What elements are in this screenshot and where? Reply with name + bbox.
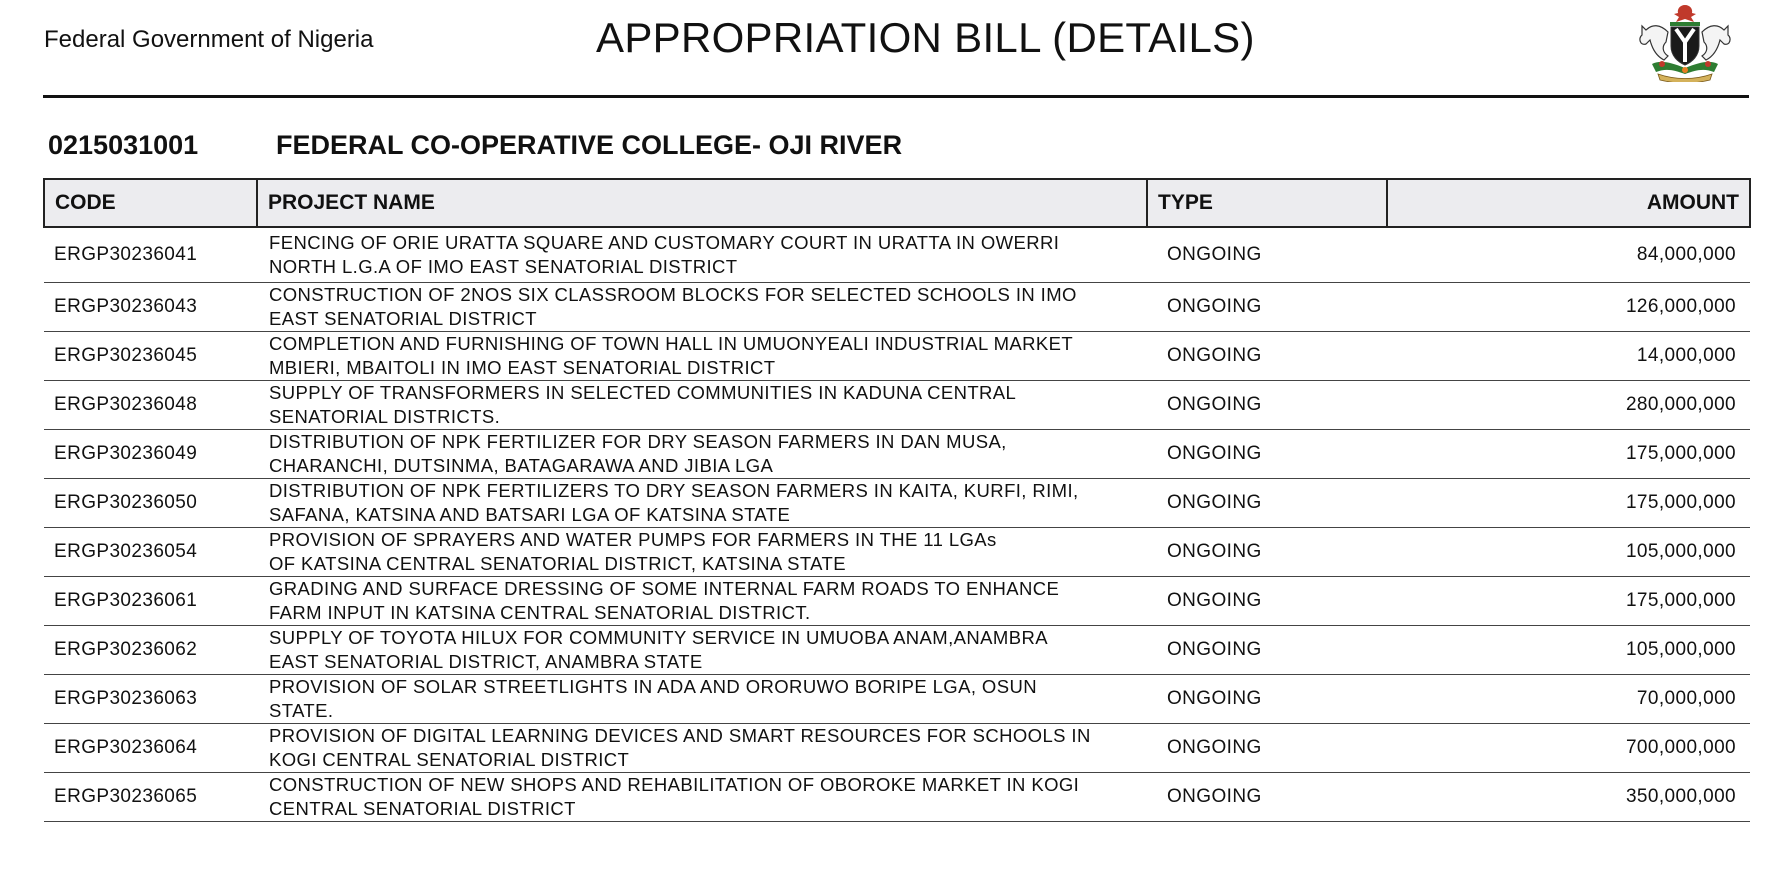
project-name bbox=[257, 527, 1147, 576]
table-row bbox=[44, 429, 1750, 478]
table-row bbox=[44, 625, 1750, 674]
agency-name: FEDERAL CO-OPERATIVE COLLEGE- OJI RIVER bbox=[276, 130, 903, 160]
project-amount: 105,000,000 bbox=[1387, 527, 1750, 576]
table-row bbox=[44, 331, 1750, 380]
project-name-line-1: GRADING AND SURFACE DRESSING OF SOME INTERNAL FARM ROADS TO ENHANCE bbox=[269, 577, 1060, 599]
project-name-line-1: PROVISION OF SOLAR STREETLIGHTS IN ADA AND ORORUWO BORIPE LGA, OSUN bbox=[269, 675, 1037, 697]
project-type: ONGOING bbox=[1147, 772, 1387, 821]
project-name-line-1: PROVISION OF SPRAYERS AND WATER PUMPS FOR FARMERS IN THE 11 LGAs bbox=[269, 528, 997, 550]
project-type: ONGOING bbox=[1147, 478, 1387, 527]
project-name bbox=[257, 227, 1147, 282]
page-title: APPROPRIATION BILL (DETAILS) bbox=[596, 14, 1255, 61]
project-type: ONGOING bbox=[1147, 576, 1387, 625]
project-amount: 175,000,000 bbox=[1387, 576, 1750, 625]
coat-of-arms-icon bbox=[1630, 2, 1740, 82]
project-amount: 126,000,000 bbox=[1387, 282, 1750, 331]
column-header-amount: AMOUNT bbox=[1387, 179, 1750, 227]
project-name-line-2: EAST SENATORIAL DISTRICT, ANAMBRA STATE bbox=[269, 650, 703, 672]
project-code: ERGP30236062 bbox=[44, 625, 257, 674]
project-type: ONGOING bbox=[1147, 227, 1387, 282]
project-name-line-1: DISTRIBUTION OF NPK FERTILIZER FOR DRY SEASON FARMERS IN DAN MUSA, bbox=[269, 430, 1007, 452]
project-code: ERGP30236061 bbox=[44, 576, 257, 625]
project-name-line-1: SUPPLY OF TOYOTA HILUX FOR COMMUNITY SERVICE IN UMUOBA ANAM,ANAMBRA bbox=[269, 626, 1048, 648]
project-code: ERGP30236045 bbox=[44, 331, 257, 380]
project-name-line-2: SAFANA, KATSINA AND BATSARI LGA OF KATSINA STATE bbox=[269, 503, 791, 525]
project-name-line-2: SENATORIAL DISTRICTS. bbox=[269, 405, 501, 427]
project-name bbox=[257, 576, 1147, 625]
project-type: ONGOING bbox=[1147, 527, 1387, 576]
project-code: ERGP30236050 bbox=[44, 478, 257, 527]
project-code: ERGP30236041 bbox=[44, 227, 257, 282]
header-divider bbox=[43, 95, 1749, 98]
government-name: Federal Government of Nigeria bbox=[44, 26, 374, 53]
project-name-line-1: DISTRIBUTION OF NPK FERTILIZERS TO DRY SEASON FARMERS IN KAITA, KURFI, RIMI, bbox=[269, 479, 1079, 501]
column-header-type: TYPE bbox=[1147, 179, 1387, 227]
project-name-line-2: CENTRAL SENATORIAL DISTRICT bbox=[269, 797, 576, 819]
project-type: ONGOING bbox=[1147, 625, 1387, 674]
project-name bbox=[257, 282, 1147, 331]
project-code: ERGP30236049 bbox=[44, 429, 257, 478]
project-amount: 14,000,000 bbox=[1387, 331, 1750, 380]
table-row bbox=[44, 723, 1750, 772]
table-row bbox=[44, 282, 1750, 331]
project-amount: 70,000,000 bbox=[1387, 674, 1750, 723]
project-name bbox=[257, 380, 1147, 429]
table-row bbox=[44, 380, 1750, 429]
table-row bbox=[44, 478, 1750, 527]
project-name bbox=[257, 772, 1147, 821]
project-amount: 700,000,000 bbox=[1387, 723, 1750, 772]
project-name bbox=[257, 723, 1147, 772]
project-code: ERGP30236063 bbox=[44, 674, 257, 723]
project-name bbox=[257, 478, 1147, 527]
project-name bbox=[257, 625, 1147, 674]
project-name-line-2: STATE. bbox=[269, 699, 334, 721]
project-name-line-2: MBIERI, MBAITOLI IN IMO EAST SENATORIAL DISTRICT bbox=[269, 356, 776, 378]
project-name bbox=[257, 674, 1147, 723]
table-row bbox=[44, 674, 1750, 723]
column-header-project-name: PROJECT NAME bbox=[257, 179, 1147, 227]
table-row bbox=[44, 227, 1750, 282]
project-type: ONGOING bbox=[1147, 674, 1387, 723]
project-name-line-1: CONSTRUCTION OF 2NOS SIX CLASSROOM BLOCKS FOR SELECTED SCHOOLS IN IMO bbox=[269, 283, 1077, 305]
table-row bbox=[44, 772, 1750, 821]
project-amount: 175,000,000 bbox=[1387, 478, 1750, 527]
project-type: ONGOING bbox=[1147, 429, 1387, 478]
project-name-line-2: NORTH L.G.A OF IMO EAST SENATORIAL DISTRICT bbox=[269, 255, 738, 277]
project-type: ONGOING bbox=[1147, 331, 1387, 380]
project-code: ERGP30236064 bbox=[44, 723, 257, 772]
table-header-row bbox=[44, 179, 1750, 227]
project-code: ERGP30236043 bbox=[44, 282, 257, 331]
project-name-line-2: KOGI CENTRAL SENATORIAL DISTRICT bbox=[269, 748, 630, 770]
project-name-line-2: EAST SENATORIAL DISTRICT bbox=[269, 307, 537, 329]
project-name-line-2: FARM INPUT IN KATSINA CENTRAL SENATORIAL DISTRICT. bbox=[269, 601, 811, 623]
project-name-line-2: OF KATSINA CENTRAL SENATORIAL DISTRICT, KATSINA STATE bbox=[269, 552, 846, 574]
project-code: ERGP30236054 bbox=[44, 527, 257, 576]
project-name-line-1: COMPLETION AND FURNISHING OF TOWN HALL IN UMUONYEALI INDUSTRIAL MARKET bbox=[269, 332, 1074, 354]
project-amount: 84,000,000 bbox=[1387, 227, 1750, 282]
project-code: ERGP30236048 bbox=[44, 380, 257, 429]
column-header-code: CODE bbox=[44, 179, 257, 227]
project-amount: 175,000,000 bbox=[1387, 429, 1750, 478]
project-name-line-2: CHARANCHI, DUTSINMA, BATAGARAWA AND JIBIA LGA bbox=[269, 454, 774, 476]
table-body bbox=[44, 227, 1750, 821]
project-type: ONGOING bbox=[1147, 282, 1387, 331]
project-name bbox=[257, 429, 1147, 478]
project-amount: 350,000,000 bbox=[1387, 772, 1750, 821]
project-type: ONGOING bbox=[1147, 380, 1387, 429]
table-row bbox=[44, 527, 1750, 576]
project-amount: 280,000,000 bbox=[1387, 380, 1750, 429]
project-code: ERGP30236065 bbox=[44, 772, 257, 821]
table-row bbox=[44, 576, 1750, 625]
project-name-line-1: PROVISION OF DIGITAL LEARNING DEVICES AND SMART RESOURCES FOR SCHOOLS IN bbox=[269, 724, 1091, 746]
project-name-line-1: CONSTRUCTION OF NEW SHOPS AND REHABILITATION OF OBOROKE MARKET IN KOGI bbox=[269, 773, 1080, 795]
agency-code: 0215031001 bbox=[48, 130, 199, 160]
project-name bbox=[257, 331, 1147, 380]
project-name-line-1: FENCING OF ORIE URATTA SQUARE AND CUSTOMARY COURT IN URATTA IN OWERRI bbox=[269, 231, 1060, 253]
project-name-line-1: SUPPLY OF TRANSFORMERS IN SELECTED COMMUNITIES IN KADUNA CENTRAL bbox=[269, 381, 1017, 403]
project-amount: 105,000,000 bbox=[1387, 625, 1750, 674]
project-type: ONGOING bbox=[1147, 723, 1387, 772]
appropriation-table bbox=[43, 178, 1751, 822]
